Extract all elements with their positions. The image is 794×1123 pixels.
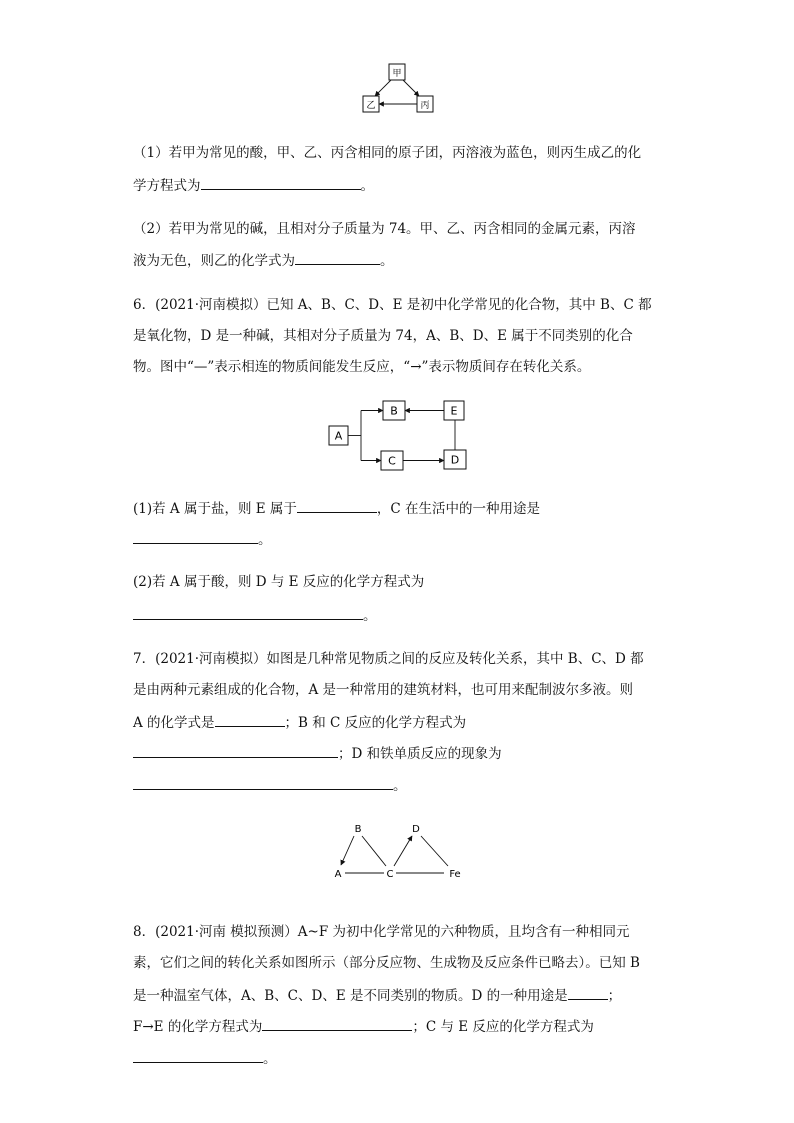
answer-blank[interactable] xyxy=(133,605,363,620)
node-d-label: D xyxy=(450,453,460,467)
line-b-c xyxy=(362,836,386,866)
q5-part2-line1: （2）若甲为常见的碱，且相对分子质量为 74。甲、乙、丙含相同的金属元素，丙溶 xyxy=(133,221,636,237)
q6-part2-line1: (2)若 A 属于酸，则 D 与 E 反应的化学方程式为 xyxy=(133,574,425,590)
arrow-b-a xyxy=(341,836,354,865)
node-e-label: E xyxy=(450,404,458,418)
q7-line2: 是由两种元素组成的化合物，A 是一种常用的建筑材料，也可用来配制波尔多液。则 xyxy=(133,682,634,698)
q8-line4-text: F→E 的化学方程式为 xyxy=(133,1019,263,1035)
q6-line2: 是氧化物，D 是一种碱，其相对分子质量为 74，A、B、D、E 属于不同类别的化合 xyxy=(133,328,633,344)
answer-blank[interactable] xyxy=(215,712,285,727)
q6-part1-line1 xyxy=(133,498,540,518)
q8-line1: 8．(2021·河南 模拟预测）A~F 为初中化学常见的六种物质，且均含有一种相同元 xyxy=(133,924,630,940)
q6-part1-mid: ，C 在生活中的一种用途是 xyxy=(376,501,541,517)
q7-line4 xyxy=(133,743,502,763)
q7-line5-post: 。 xyxy=(393,778,407,794)
q7-line1: 7．(2021·河南模拟）如图是几种常见物质之间的反应及转化关系，其中 B、C、D 都 xyxy=(133,651,644,667)
q8-line2: 素，它们之间的转化关系如图所示（部分反应物、生成物及反应条件已略去）。已知 B xyxy=(133,955,640,971)
node-yi-label: 乙 xyxy=(366,101,376,111)
node-d-label: D xyxy=(412,824,420,835)
answer-blank[interactable] xyxy=(568,985,608,1000)
q8-line5-post: 。 xyxy=(263,1051,277,1067)
node-b-label: B xyxy=(390,404,398,418)
q6-part1-line2 xyxy=(133,529,272,549)
q7-line3-text: A 的化学式是 xyxy=(133,715,215,731)
answer-blank[interactable] xyxy=(297,498,377,513)
q8-line3-text: 是一种温室气体，A、B、C、D、E 是不同类别的物质。D 的一种用途是 xyxy=(133,988,568,1004)
q5-part1-line1: （1）若甲为常见的酸，甲、乙、丙含相同的原子团，丙溶液为蓝色，则丙生成乙的化 xyxy=(133,145,642,161)
q6-part1-text: (1)若 A 属于盐，则 E 属于 xyxy=(133,501,297,517)
q8-line3-post: ； xyxy=(607,988,622,1004)
node-c-label: C xyxy=(386,869,394,880)
q8-line5 xyxy=(133,1048,277,1068)
q5-part2-text: 液为无色，则乙的化学式为 xyxy=(133,253,295,269)
q6-part2-line2 xyxy=(133,605,377,625)
answer-blank[interactable] xyxy=(133,743,338,758)
answer-blank[interactable] xyxy=(133,529,258,544)
arrow-c-d xyxy=(394,836,412,866)
q7-line5 xyxy=(133,775,407,795)
node-bing-label: 丙 xyxy=(420,101,430,111)
node-a-label: A xyxy=(334,869,342,880)
q8-line3 xyxy=(133,985,621,1005)
answer-blank[interactable] xyxy=(133,775,393,790)
answer-blank[interactable] xyxy=(262,1016,412,1031)
node-b-label: B xyxy=(354,824,362,835)
answer-blank[interactable] xyxy=(295,250,380,265)
arrow-jia-yi xyxy=(375,80,391,96)
q5-part1-end: 。 xyxy=(360,178,374,194)
line-d-fe xyxy=(421,836,448,866)
q5-part1-text: 学方程式为 xyxy=(133,178,201,194)
q8-line4 xyxy=(133,1016,594,1036)
q6-line1: 6．(2021·河南模拟）已知 A、B、C、D、E 是初中化学常见的化合物，其中 B、C 都 xyxy=(133,297,652,313)
q6-part1-end: 。 xyxy=(258,532,272,548)
q5-part1-line2 xyxy=(133,175,374,195)
node-a-label: A xyxy=(334,429,343,443)
triangle-diagram xyxy=(355,60,440,120)
node-c-label: C xyxy=(388,454,396,468)
q5-part2-line2 xyxy=(133,250,394,270)
q7-line3-post: ；B 和 C 反应的化学方程式为 xyxy=(284,715,467,731)
arrow-jia-bing xyxy=(403,80,419,96)
q6-line3: 物。图中“—”表示相连的物质间能发生反应，“→”表示物质间存在转化关系。 xyxy=(133,359,591,375)
q7-line3 xyxy=(133,712,466,732)
q8-line4-post: ；C 与 E 反应的化学方程式为 xyxy=(412,1019,594,1035)
q7-line4-post: ；D 和铁单质反应的现象为 xyxy=(338,746,502,762)
q6-diagram xyxy=(322,395,472,475)
q5-part2-end: 。 xyxy=(380,253,394,269)
q6-part2-end: 。 xyxy=(363,608,377,624)
q7-diagram xyxy=(328,820,468,882)
node-jia-label: 甲 xyxy=(392,69,402,79)
node-fe-label: Fe xyxy=(449,869,461,880)
answer-blank[interactable] xyxy=(201,175,361,190)
answer-blank[interactable] xyxy=(133,1048,263,1063)
